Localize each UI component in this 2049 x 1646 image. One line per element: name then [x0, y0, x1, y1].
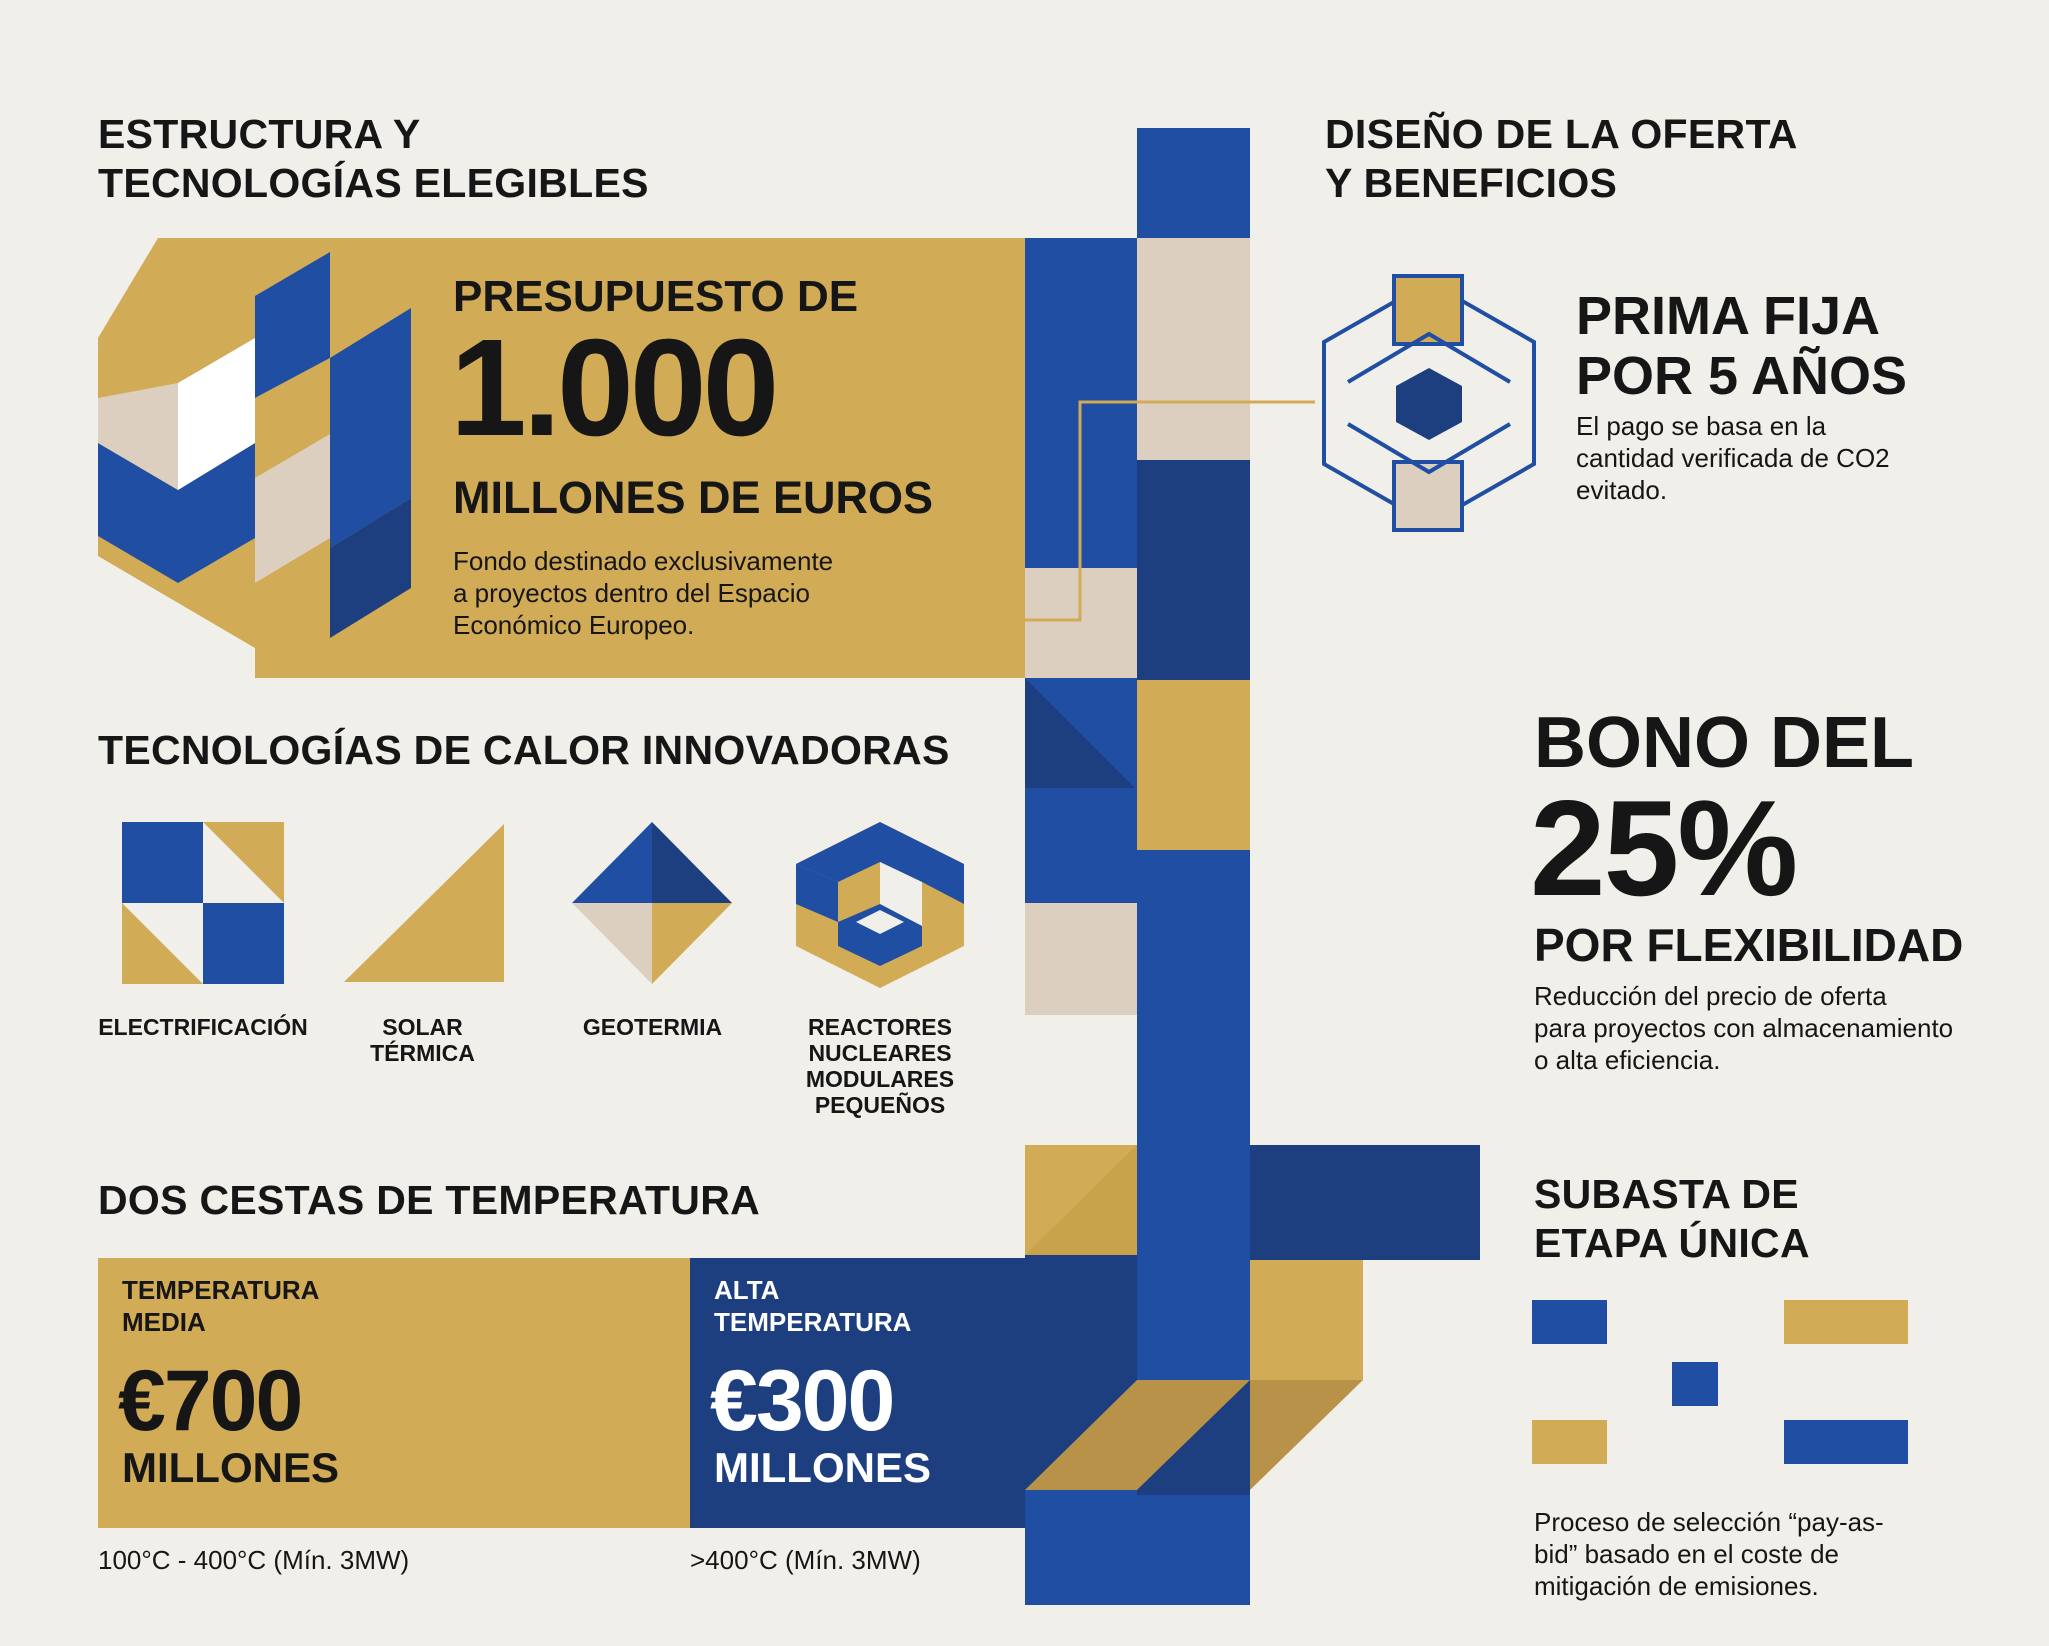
structure-section-title — [98, 110, 649, 208]
design-section-title — [1325, 110, 1798, 208]
high-temperature-basket — [690, 1258, 1025, 1528]
budget-cube-graphic — [98, 238, 418, 648]
basket-amount: €700 — [118, 1353, 302, 1449]
budget-lead: PRESUPUESTO DE — [453, 272, 859, 321]
design-title-line-1: DISEÑO DE LA OFERTA — [1325, 111, 1798, 157]
solar-thermal-icon — [344, 824, 504, 984]
auction-title-line: SUBASTA DE — [1534, 1171, 1799, 1217]
technologies-section-title: TECNOLOGÍAS DE CALOR INNOVADORAS — [98, 727, 950, 773]
temperature-section-title: DOS CESTAS DE TEMPERATURA — [98, 1177, 761, 1223]
small-modular-reactor-icon — [796, 822, 964, 988]
structure-title-line-1: ESTRUCTURA Y — [98, 111, 421, 157]
tech-label-line: NUCLEARES — [808, 1040, 952, 1066]
budget-description-line: Económico Europeo. — [453, 610, 695, 640]
bonus-description-line: o alta eficiencia. — [1534, 1045, 1721, 1075]
medium-temperature-basket — [98, 1258, 690, 1528]
budget-description-line: Fondo destinado exclusivamente — [453, 546, 834, 576]
bonus-unit: POR FLEXIBILIDAD — [1534, 919, 1964, 971]
premium-description-line: El pago se basa en la — [1576, 411, 1827, 441]
basket-label — [714, 1274, 911, 1338]
basket-amount: €300 — [710, 1353, 894, 1449]
tech-label-smr — [785, 1014, 975, 1118]
tech-label-line: TÉRMICA — [370, 1040, 475, 1066]
bonus-lead: BONO DEL — [1534, 703, 1915, 783]
tech-label-geothermal — [570, 1014, 735, 1040]
fixed-premium-description — [1576, 410, 1890, 506]
auction-section-title — [1534, 1170, 1810, 1268]
fixed-premium-title — [1576, 286, 1907, 406]
tech-label-electrification — [98, 1014, 308, 1040]
tech-label-line: REACTORES — [808, 1014, 952, 1040]
auction-description-line: bid” basado en el coste de — [1534, 1539, 1839, 1569]
basket-label-line: TEMPERATURA — [714, 1307, 912, 1337]
auction-description-line: mitigación de emisiones. — [1534, 1571, 1819, 1601]
medium-temperature-range: 100°C - 400°C (Mín. 3MW) — [98, 1545, 410, 1575]
premium-description-line: cantidad verificada de CO2 — [1576, 443, 1890, 473]
basket-label — [122, 1274, 319, 1338]
budget-description-line: a proyectos dentro del Espacio — [453, 578, 810, 608]
budget-amount: 1.000 — [450, 311, 776, 465]
bonus-description — [1534, 980, 1953, 1076]
budget-description — [453, 545, 833, 641]
basket-label-line: MEDIA — [122, 1307, 206, 1337]
auction-title-line: ETAPA ÚNICA — [1534, 1220, 1810, 1266]
structure-title-line-2: TECNOLOGÍAS ELEGIBLES — [98, 160, 649, 206]
premium-title-line: PRIMA FIJA — [1576, 286, 1881, 346]
sealed-bid-blocks-icon — [1532, 1300, 1912, 1466]
tech-label-line: GEOTERMIA — [582, 1014, 723, 1040]
tech-label-line: ELECTRIFICACIÓN — [98, 1014, 308, 1040]
tech-label-line: SOLAR — [382, 1014, 463, 1040]
fixed-premium-hexagon-icon — [1318, 272, 1540, 534]
budget-unit: MILLONES DE EUROS — [453, 472, 934, 523]
electrification-icon — [122, 822, 284, 984]
geothermal-icon — [572, 822, 732, 984]
basket-unit: MILLONES — [122, 1444, 339, 1491]
bonus-description-line: para proyectos con almacenamiento — [1534, 1013, 1954, 1043]
high-temperature-range: >400°C (Mín. 3MW) — [690, 1545, 921, 1575]
auction-description — [1534, 1506, 1884, 1602]
tech-label-solar-thermal — [340, 1014, 505, 1066]
basket-label-line: TEMPERATURA — [122, 1275, 320, 1305]
design-title-line-2: Y BENEFICIOS — [1325, 160, 1618, 206]
bonus-description-line: Reducción del precio de oferta — [1534, 981, 1887, 1011]
premium-description-line: evitado. — [1576, 475, 1668, 505]
bonus-amount: 25% — [1530, 772, 1797, 924]
basket-unit: MILLONES — [714, 1444, 931, 1491]
basket-label-line: ALTA — [714, 1275, 780, 1305]
tech-label-line: MODULARES — [805, 1066, 955, 1092]
tech-label-line: PEQUEÑOS — [814, 1092, 946, 1118]
auction-description-line: Proceso de selección “pay-as- — [1534, 1507, 1884, 1537]
premium-title-line: POR 5 AÑOS — [1576, 346, 1908, 406]
